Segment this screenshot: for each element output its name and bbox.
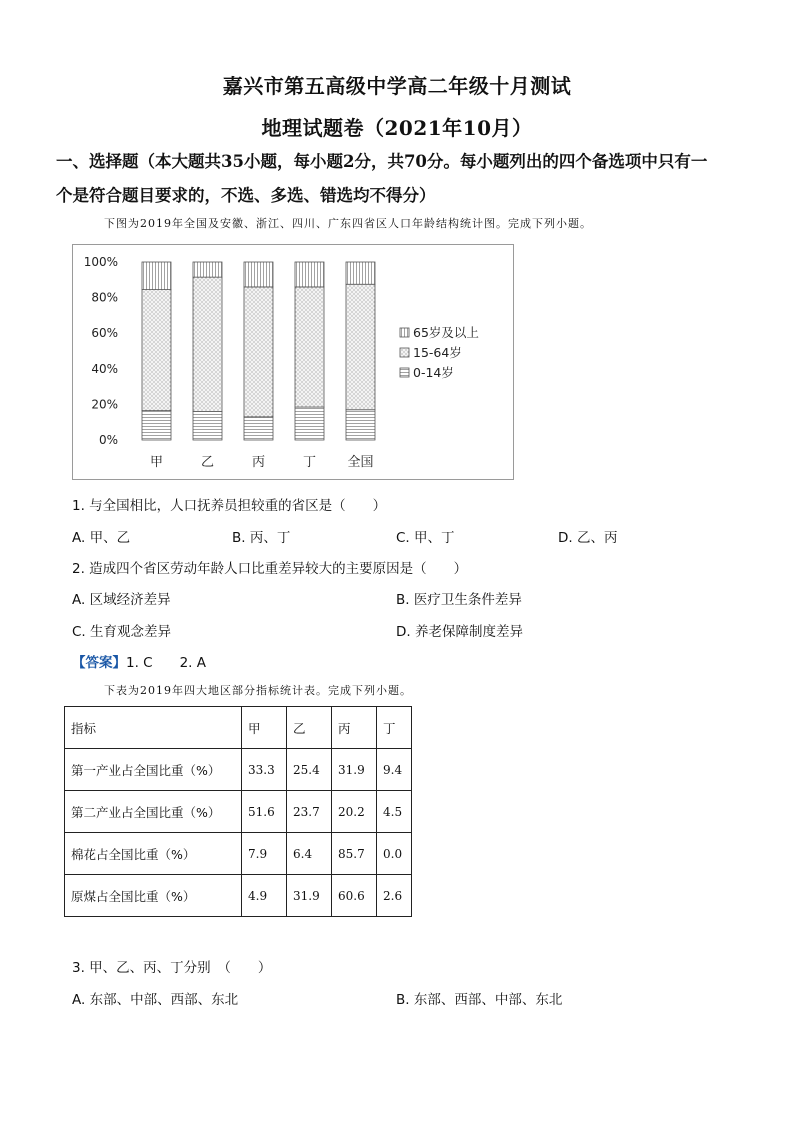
bar-segment	[346, 262, 375, 284]
q2-option-b: B. 医疗卫生条件差异	[396, 592, 522, 608]
table-row	[65, 833, 412, 875]
legend-swatch	[400, 368, 409, 377]
table-cell: 6.4	[287, 833, 332, 875]
legend-label: 0-14岁	[413, 365, 454, 380]
bar-segment	[142, 262, 171, 290]
table-cell: 60.6	[332, 875, 377, 917]
y-tick-label: 0%	[98, 433, 118, 447]
population-age-chart	[72, 244, 514, 480]
table-cell: 原煤占全国比重（%）	[65, 875, 242, 917]
table-cell: 4.9	[242, 875, 287, 917]
bar-segment	[193, 277, 222, 411]
table-cell: 31.9	[287, 875, 332, 917]
q1-option-d: D. 乙、丙	[558, 530, 618, 546]
table-cell: 第二产业占全国比重（%）	[65, 791, 242, 833]
x-tick-label: 丁	[302, 455, 317, 470]
section-heading-line2: 个是符合题目要求的，不选、多选、错选均不得分）	[56, 186, 436, 205]
q2-option-a: A. 区域经济差异	[72, 592, 171, 608]
x-tick-label: 全国	[347, 455, 374, 470]
table-header-cell: 乙	[287, 707, 332, 749]
q3-stem: 3. 甲、乙、丙、丁分别 （ ）	[72, 960, 272, 976]
q2-option-d: D. 养老保障制度差异	[396, 624, 523, 640]
x-tick-label: 甲	[149, 455, 164, 470]
answer-line	[72, 651, 206, 671]
table-header-row	[65, 707, 412, 749]
q2-stem: 2. 造成四个省区劳动年龄人口比重差异较大的主要原因是（ ）	[72, 561, 468, 577]
answer-text: 1. C 2. A	[126, 655, 207, 671]
q3-option-a: A. 东部、中部、西部、东北	[72, 992, 239, 1008]
bar-segment	[295, 287, 324, 407]
q1-stem: 1. 与全国相比，人口抚养员担较重的省区是（ ）	[72, 498, 387, 514]
section-heading-line1: 一、选择题（本大题共35小题，每小题2分，共70分。每小题列出的四个备选项中只有一	[56, 152, 708, 171]
bar-segment	[346, 410, 375, 440]
q1-option-c: C. 甲、丁	[396, 530, 455, 546]
bar-segment	[346, 284, 375, 409]
table-cell: 0.0	[377, 833, 412, 875]
table-cell: 第一产业占全国比重（%）	[65, 749, 242, 791]
legend-label: 65岁及以上	[413, 325, 479, 340]
table-cell: 51.6	[242, 791, 287, 833]
x-tick-label: 丙	[251, 455, 266, 470]
x-tick-label: 乙	[200, 455, 215, 470]
table-header-cell: 甲	[242, 707, 287, 749]
table-cell: 7.9	[242, 833, 287, 875]
bar-segment	[244, 417, 273, 440]
bar-segment	[244, 262, 273, 287]
exam-title: 地理试题卷（2021年10月）	[261, 116, 533, 140]
table-header-cell: 丁	[377, 707, 412, 749]
table-cell: 4.5	[377, 791, 412, 833]
table-cell: 9.4	[377, 749, 412, 791]
table-row	[65, 749, 412, 791]
chart-intro: 下图为2019年全国及安徽、浙江、四川、广东四省区人口年龄结构统计图。完成下列小题。	[104, 217, 592, 230]
bar-segment	[295, 262, 324, 287]
bar-segment	[142, 290, 171, 411]
table-row	[65, 875, 412, 917]
section-heading	[56, 145, 746, 213]
bar-segment	[193, 412, 222, 440]
table-cell: 20.2	[332, 791, 377, 833]
y-tick-label: 60%	[91, 326, 118, 341]
school-title: 嘉兴市第五高级中学高二年级十月测试	[222, 74, 572, 98]
table-header-cell: 丙	[332, 707, 377, 749]
table-intro: 下表为2019年四大地区部分指标统计表。完成下列小题。	[104, 684, 412, 697]
y-tick-label: 100%	[83, 255, 118, 269]
indicator-table	[64, 706, 412, 917]
q1-option-a: A. 甲、乙	[72, 530, 131, 546]
table-cell: 25.4	[287, 749, 332, 791]
table-cell: 2.6	[377, 875, 412, 917]
legend-swatch	[400, 328, 409, 337]
bar-segment	[193, 262, 222, 277]
q3-option-b: B. 东部、西部、中部、东北	[396, 992, 563, 1008]
y-tick-label: 40%	[91, 361, 118, 376]
table-cell: 23.7	[287, 791, 332, 833]
y-tick-label: 80%	[91, 290, 118, 305]
q1-option-b: B. 丙、丁	[232, 530, 291, 546]
legend-swatch	[400, 348, 409, 357]
table-cell: 棉花占全国比重（%）	[65, 833, 242, 875]
table-row	[65, 791, 412, 833]
q2-option-c: C. 生育观念差异	[72, 624, 172, 640]
table-cell: 85.7	[332, 833, 377, 875]
table-cell: 33.3	[242, 749, 287, 791]
bar-segment	[142, 411, 171, 440]
bar-segment	[295, 407, 324, 440]
table-cell: 31.9	[332, 749, 377, 791]
answer-tag: 【答案】	[72, 655, 126, 671]
chart-svg	[73, 245, 515, 481]
table-header-cell: 指标	[65, 707, 242, 749]
bar-segment	[244, 287, 273, 417]
legend-label: 15-64岁	[413, 345, 462, 360]
y-tick-label: 20%	[91, 397, 118, 412]
